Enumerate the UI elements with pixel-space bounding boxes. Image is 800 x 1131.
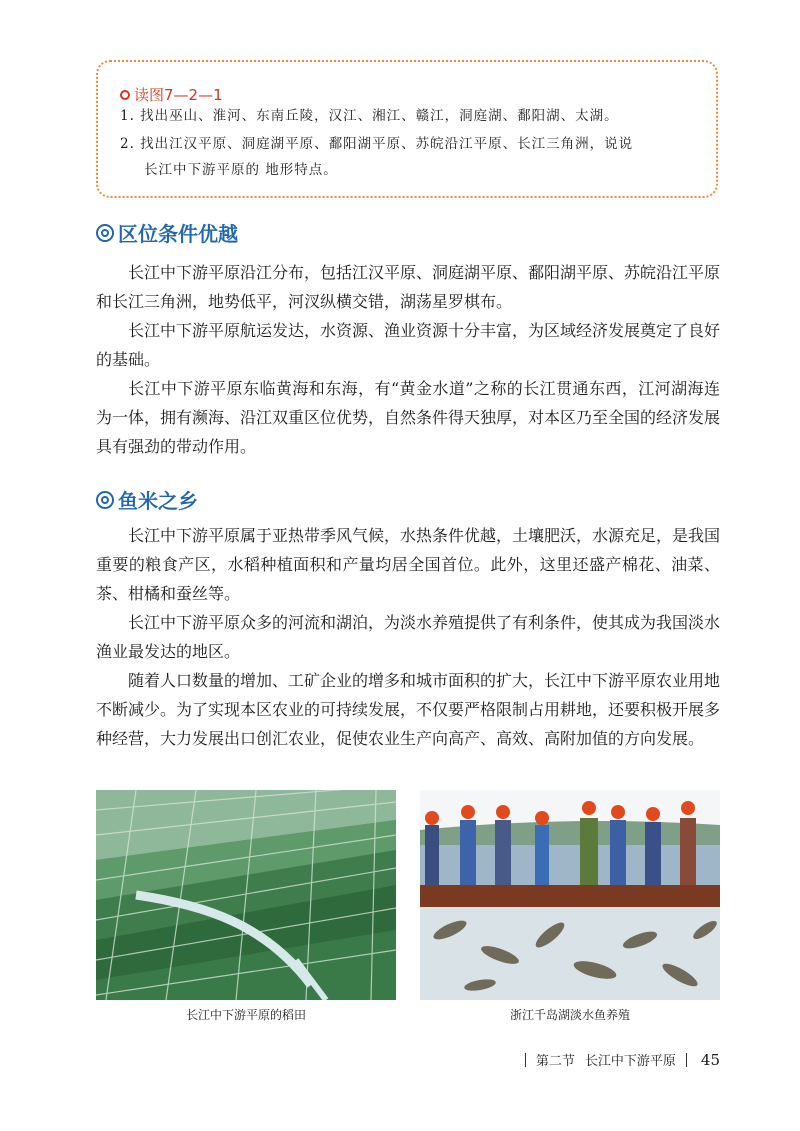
ring-bullet-icon [120, 90, 130, 100]
rice-paddy-photo [96, 790, 396, 1000]
fish-farming-photo [420, 790, 720, 1000]
paragraph: 长江中下游平原属于亚热带季风气候，水热条件优越，土壤肥沃，水源充足，是我国重要的粮食产区，水稻种植面积和产量均居全国首位。此外，这里还盛产棉花、油菜、茶、柑橘和蚕丝等。 [96, 526, 721, 603]
paragraph: 长江中下游平原航运发达，水资源、渔业资源十分丰富，为区域经济发展奠定了良好的基础。 [96, 321, 721, 369]
figure-caption-right: 浙江千岛湖淡水鱼养殖 [509, 1008, 630, 1022]
figure-caption-left: 长江中下游平原的稻田 [185, 1008, 306, 1022]
activity-task-1: 1. 找出巫山、淮河、东南丘陵，汉江、湘江、赣江，洞庭湖、鄱阳湖、太湖。 [120, 108, 619, 124]
section-title: 鱼米之乡 [118, 489, 198, 513]
activity-heading-text: 读图7—2—1 [134, 86, 223, 104]
section-heading-location [96, 218, 238, 247]
activity-heading [120, 84, 223, 105]
page-footer [525, 1050, 720, 1069]
target-bullet-icon [96, 224, 114, 242]
activity-task-2-continued: 长江中下游平原的 地形特点。 [144, 162, 338, 178]
paragraph: 随着人口数量的增加、工矿企业的增多和城市面积的扩大，长江中下游平原农业用地不断减少。为了实现本区农业的可持续发展，不仅要严格限制占用耕地，还要积极开展多种经营，大力发展出口创汇农业，促使农业生产向高产、高效、高附加值的方向发展。 [96, 671, 721, 748]
paragraph: 长江中下游平原沿江分布，包括江汉平原、洞庭湖平原、鄱阳湖平原、苏皖沿江平原和长江三角洲，地势低平，河汊纵横交错，湖荡星罗棋布。 [96, 263, 721, 311]
section-title: 区位条件优越 [118, 222, 238, 246]
section-heading-fish-rice [96, 485, 198, 514]
target-bullet-icon [96, 491, 114, 509]
paragraph: 长江中下游平原众多的河流和湖泊，为淡水养殖提供了有利条件，使其成为我国淡水渔业最发达的地区。 [96, 613, 721, 661]
footer-section: 第二节 [535, 1054, 575, 1069]
footer-divider [686, 1053, 687, 1067]
footer-divider [525, 1053, 526, 1067]
paragraph: 长江中下游平原东临黄海和东海，有“黄金水道”之称的长江贯通东西，江河湖海连为一体，拥有濒海、沿江双重区位优势，自然条件得天独厚，对本区乃至全国的经济发展具有强劲的带动作用。 [96, 379, 721, 456]
page-number: 45 [700, 1050, 720, 1069]
activity-task-2: 2. 找出江汉平原、洞庭湖平原、鄱阳湖平原、苏皖沿江平原、长江三角洲，说说 [120, 136, 634, 152]
footer-chapter: 长江中下游平原 [584, 1054, 676, 1069]
